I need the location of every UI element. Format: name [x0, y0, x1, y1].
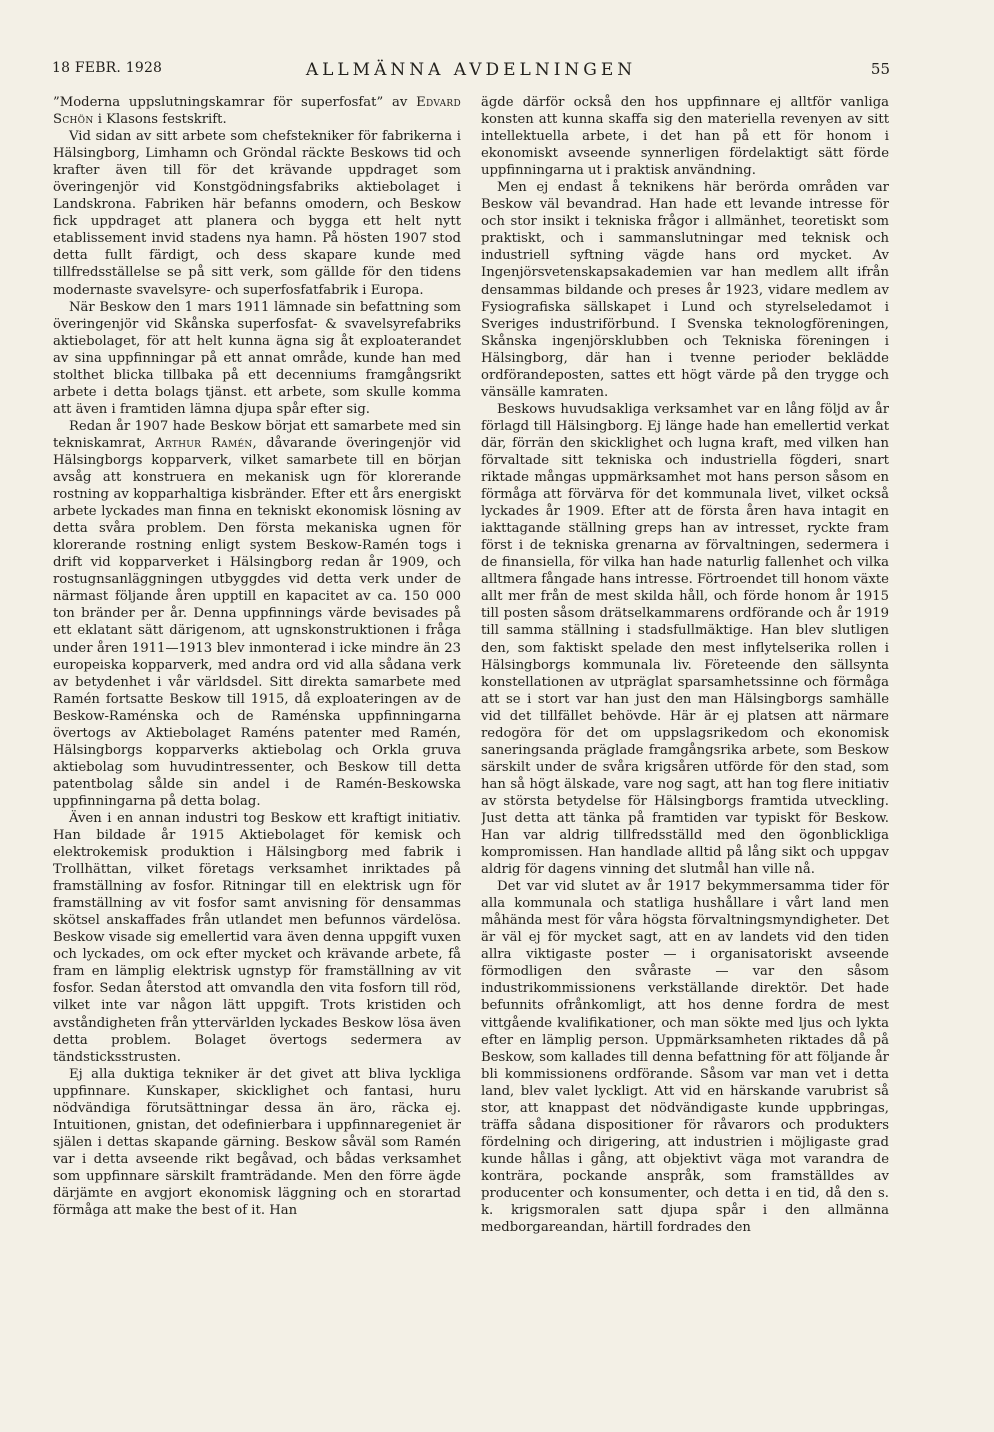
author-name: Edvard Schön	[53, 95, 461, 128]
person-name: Arthur Ramén	[155, 435, 253, 451]
page-number: 55	[870, 60, 890, 78]
paragraph: Beskows huvudsakliga verksamhet var en lång följd av år förlagd till Hälsingborg. Ej länge hade han emellertid verkat där, förrän den skicklighet och lugna kraft, med vilken han förvaltade sitt tekniska och industriella fögderi, snart riktade mångas uppmärksamhet mot hans person såsom en förmåga att förvärva för det kommunala livet, vilket också lyckades år 1909. Efter att de första åren hava intagit en iakttagande ställning greps han av intresset, ryckte fram först i de tekniska grenarna av förvaltningen, sedermera i de finansiella, för vilka han hade naturlig fallenhet och vilka alltmera fångade hans intresse. Förtroendet till honom växte allt mer från de mest skilda håll, och förde honom år 1915 till posten såsom drätselkammarens ordförande och år 1919 till samma ställning i stadsfullmäktige. Han blev slutligen den, som faktiskt spelade den mest inflytelserika rollen i Hälsingborgs kommunala liv. Företeende den sällsynta konstellationen av utpräglat sparsamhetssinne och förmåga att se i stort var han just den man Hälsingborgs samhälle vid det tillfället behövde. Här är ej platsen att närmare redogöra för det om uppslagsrikedom och ekonomisk saneringsanda präglade framgångsrika arbete, som Beskow särskilt under de svåra krigsåren utförde för den stad, som han så högt älskade, vare nog sagt, att han tog flere initiativ av största betydelse för Hälsingborgs framtida utveckling. Just detta att tänka på framtiden var typiskt för Beskow. Han var aldrig tillfredsställd med den ögonblickliga kompromissen. Han handlade alltid på lång sikt och uppgav aldrig för dagens vinning det slutmål han ville nå.	[481, 401, 889, 878]
paragraph: ägde därför också den hos uppfinnare ej alltför vanliga konsten att kunna skaffa sig den materiella revenyen av sitt intellektuella arbete, i det han på ett för honom i ekonomiskt avseende synnerligen fördelaktigt sätt förde uppfinningarna ut i praktisk användning.	[481, 95, 889, 179]
left-column	[53, 94, 461, 1219]
section-title: ALLMÄNNA AVDELNINGEN	[305, 60, 637, 80]
paragraph: Ej alla duktiga tekniker är det givet att bliva lyckliga uppfinnare. Kunskaper, skicklighet och fantasi, huru nödvändiga förutsättningar dessa än äro, räcka ej. Intuitionen, gnistan, det odefinierbara i uppfinnaregeniet är själen i dettas skapande gärning. Beskow såväl som Ramén var i detta avseende rikt begåvad, och bådas verksamhet som uppfinnare särskilt framträdande. Men den förre ägde därjämte en avgjort ekonomisk läggning och en storartad förmåga att make the best of it. Han	[53, 1066, 461, 1219]
right-column	[481, 94, 889, 1236]
paragraph: Även i en annan industri tog Beskow ett kraftigt initiativ. Han bildade år 1915 Aktiebolaget för kemisk och elektrokemisk produktion i Hälsingborg med fabrik i Trollhättan, vilket företags verksamhet inriktades på framställning av fosfor. Ritningar till en elektrisk ugn för framställning av vit fosfor samt anvisning för densammas skötsel anskaffades från utlandet men befunnos värdelösa. Beskow visade sig emellertid vara även denna uppgift vuxen och lyckades, om ock efter mycket och krävande arbete, få fram en lämplig elektrisk ugnstyp för framställning av vit fosfor. Sedan återstod att omvandla den vita fosforn till röd, vilket inte var någon lätt uppgift. Trots kristiden och avståndigheten från yttervärlden lyckades Beskow lösa även detta problem. Bolaget övertogs sedermera av tändsticksstrusten.	[53, 810, 461, 1065]
paragraph: ”Moderna uppslutningskamrar för superfosfat” av Edvard Schön i Klasons festskrift.	[53, 95, 461, 128]
page-header	[52, 60, 890, 82]
paragraph: Redan år 1907 hade Beskow börjat ett samarbete med sin tekniskamrat, Arthur Ramén, dåvarande överingenjör vid Hälsingborgs kopparverk, vilket samarbete till en början avsåg att konstruera en mekanisk ugn för klorerande rostning av kopparhaltiga kisbränder. Efter ett års energiskt arbete lyckades man finna en tekniskt ekonomisk lösning av detta svåra problem. Den första mekaniska ugnen för klorerande rostning enligt system Beskow-Ramén togs i drift vid kopparverket i Hälsingborg redan år 1909, och rostugnsanläggningen utbyggdes vid detta verk under de närmast följande åren upptill en kapacitet av ca. 150 000 ton bränder per år. Denna uppfinnings värde bevisades på ett eklatant sätt därigenom, att ugnskonstruktionen i fråga under åren 1911—1913 blev inmonterad i icke mindre än 23 europeiska kopparverk, med andra ord vid alla sådana verk av betydenhet i vår världsdel. Sitt direkta samarbete med Ramén fortsatte Beskow till 1915, då exploateringen av de Beskow-Raménska och de Raménska uppfinningarna övertogs av Aktiebolaget Raméns patenter med Ramén, Hälsingborgs kopparverks aktiebolag och Orkla gruva aktiebolag som huvudintressenter, och Beskow till detta patentbolag sålde sin andel i de Ramén-Beskowska uppfinningarna på detta bolag.	[53, 418, 461, 809]
paragraph: När Beskow den 1 mars 1911 lämnade sin befattning som överingenjör vid Skånska superfosfat- & svavelsyrefabriks aktiebolaget, för att helt kunna ägna sig åt exploaterandet av sina uppfinningar på ett annat område, kunde han med stolthet blicka tillbaka på ett decenniums framgångsrikt arbete i detta bolags tjänst. ett arbete, som skulle komma att även i framtiden lämna djupa spår efter sig.	[53, 299, 461, 417]
paragraph: Det var vid slutet av år 1917 bekymmersamma tider för alla kommunala och statliga hushållare i vårt land men måhända mest för våra högsta förvaltningsmyndigheter. Det är väl ej för mycket sagt, att en av landets vid den tiden allra viktigaste poster — i organisatoriskt avseende förmodligen den svåraste — var den såsom industrikommissionens verkställande direktör. Det hade befunnits ofrånkomligt, att hos denne fordra de mest vittgående kvalifikationer, och man sökte med ljus och lykta efter en lämplig person. Uppmärksamheten riktades då på Beskow, som kallades till denna befattning för att följande år bli kommissionens ordförande. Såsom var man vet i detta land, blev valet lyckligt. Att vid en härskande varubrist så stor, att knappast det nödvändigaste kunde uppbringas, träffa sådana dispositioner för råvarors och produkters fördelning och dirigering, att industrien i möjligaste grad kunde hållas i gång, att objektivt väga mot varandra de konträra, pockande anspråk, som framställdes av producenter och konsumenter, och detta i en tid, då den s. k. krigsmoralen satt djupa spår i den allmänna medborgareandan, härtill fordrades den	[481, 879, 889, 1236]
paragraph: Men ej endast å teknikens här berörda områden var Beskow väl bevandrad. Han hade ett levande intresse för och stor insikt i tekniska frågor i allmänhet, teoretiskt som praktiskt, och i sammanslutningar med teknisk och industriell syftning vägde hans ord mycket. Av Ingenjörsvetenskapsakademien var han medlem allt ifrån densammas bildande och preses år 1923, vidare medlem av Fysiografiska sällskapet i Lund och styrelseledamot i Sveriges industriförbund. I Svenska teknologföreningen, Skånska ingenjörsklubben och Tekniska föreningen i Hälsingborg, där han i tvenne perioder beklädde ordförandeposten, sattes ett högt värde på den trygge och vänsälle kamraten.	[481, 180, 889, 400]
issue-date: 18 FEBR. 1928	[52, 60, 163, 76]
paragraph: Vid sidan av sitt arbete som chefstekniker för fabrikerna i Hälsingborg, Limhamn och Gröndal räckte Beskows tid och krafter även till för det krävande uppdraget som överingenjör vid Konstgödningsfabriks aktiebolaget i Landskrona. Fabriken här befanns omodern, och Beskow fick uppdraget att planera och bygga ett helt nytt etablissement invid stadens nya hamn. På hösten 1907 stod detta fullt färdigt, och dess skapare kunde med tillfredsställelse se på sitt verk, som gällde för den tidens modernaste svavelsyre- och superfosfatfabrik i Europa.	[53, 129, 461, 298]
